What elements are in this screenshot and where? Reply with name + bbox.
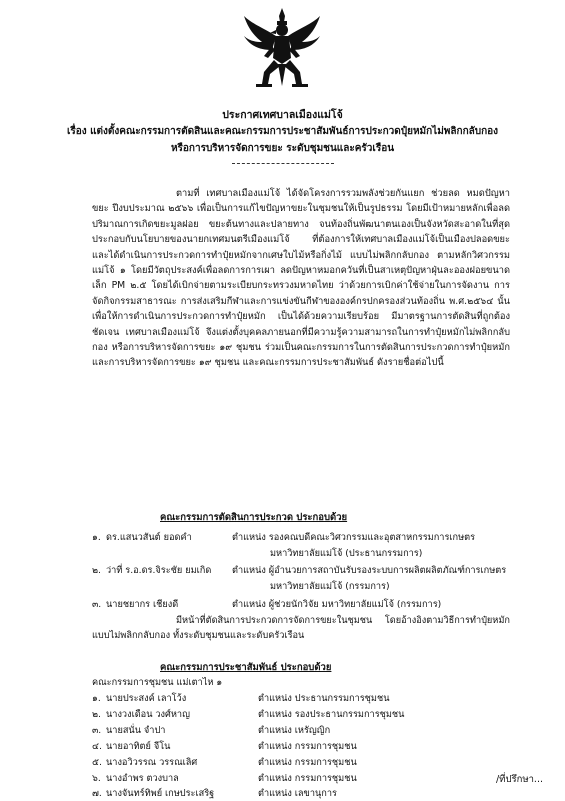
judge-number: ๒.: [92, 565, 101, 576]
pr-member-position: ตำแหน่ง กรรมการชุมชน: [258, 757, 357, 768]
judge-number: ๑.: [92, 532, 101, 543]
judges-duty-note: มีหน้าที่ตัดสินการประกวดการจัดการขยะในชุมชน โดยอ้างอิงตามวิธีการทำปุ๋ยหมักแบบไม่พลิกกลับกอง ทั้งระดับชุมชนและระดับครัวเรือน: [92, 615, 510, 642]
pr-member-name: นายอาทิตย์ จีโน: [106, 741, 171, 752]
pr-member-number: ๑.: [92, 693, 101, 704]
pr-member-name: นายประสงค์ เลาโว้ง: [106, 693, 187, 704]
judge-name: ดร.แสนวสันต์ ยอดคำ: [106, 532, 192, 543]
body-paragraph: ตามที่ เทศบาลเมืองแม่โจ้ ได้จัดโครงการรวมพลังช่วยกันแยก ช่วยลด หมดปัญหาขยะ ปีงบประมาณ ๒๕๖๖ เพื่อเป็นการแก้ไขปัญหาขยะในชุมชนให้เป็นรูปธรรม โดยมีเป้าหมายหลักเพื่อลดปริมาณการเกิดขยะมูลฝอย ขยะต้นทางและปลายทาง จนท้องถิ่นพัฒนาตนเองเป็นจังหวัดสะอาดในที่สุด ประกอบกับนโยบายของนายกเทศมนตรีเมืองแม่โจ้ ที่ต้องการให้เทศบาลเมืองแม่โจ้เป็นเมืองปลอดขยะ และได้ดำเนินการประกวดการทำปุ๋ยหมักจากเศษใบไม้หรือกิ่งไม้ แบบไม่พลิกกลับกอง ตามหลักวิศวกรรมแม่โจ้ ๑ โดยมีวัตถุประสงค์เพื่อลดการการเผา ลดปัญหาหมอกควันที่เป็นสาเหตุปัญหาฝุ่นละอองฝอยขนาดเล็ก PM ๒.๕ โดยได้เบิกจ่ายตามระเบียบกระทรวงมหาดไทย ว่าด้วยการเบิกค่าใช้จ่ายในการจัดงาน การจัดกิจกรรมสาธารณะ การส่งเสริมกีฬาและการแข่งขันกีฬาขององค์กรปกครองส่วนท้องถิ่น พ.ศ.๒๕๖๔ นั้น เพื่อให้การดำเนินการประกวดการทำปุ๋ยหมัก เป็นได้ด้วยความเรียบร้อย มีมาตรฐานการตัดสินที่ถูกต้องชัดเจน เทศบาลเมืองแม่โจ้ จึงแต่งตั้งบุคคลภายนอกที่มีความรู้ความสามารถในการทำปุ๋ยหมักไม่พลิกกลับกอง หรือการบริหารจัดการขยะ ๑๙ ชุมชน ร่วมเป็นคณะกรรมการในการตัดสินการประกวดการทำปุ๋ยหมักและการบริหารจัดการขยะ ๑๙ ชุมชน และคณะกรรมการประชาสัมพันธ์ ดังรายชื่อต่อไปนี้: [92, 188, 510, 369]
pr-member-position: ตำแหน่ง ประธานกรรมการชุมชน: [258, 693, 390, 704]
pr-member-number: ๕.: [92, 757, 102, 768]
judge-position-line2: มหาวิทยาลัยแม่โจ้ (กรรมการ): [270, 581, 390, 592]
separator-line: [232, 163, 334, 164]
pr-member-number: ๗.: [92, 788, 102, 799]
pr-member-number: ๖.: [92, 773, 101, 784]
pr-member-number: ๓.: [92, 725, 102, 736]
pr-section-title: คณะกรรมการประชาสัมพันธ์ ประกอบด้วย: [160, 662, 332, 673]
judge-name: ว่าที่ ร.อ.ดร.จิระชัย ยมเกิด: [106, 565, 212, 576]
pr-member-position: ตำแหน่ง รองประธานกรรมการชุมชน: [258, 709, 405, 720]
pr-member-number: ๒.: [92, 709, 101, 720]
judge-number: ๓.: [92, 599, 102, 610]
garuda-emblem-icon: [242, 6, 322, 90]
judge-position: ตำแหน่ง ผู้อำนวยการสถาบันรับรองระบบการผลิตผลิตภัณฑ์การเกษตร: [232, 565, 507, 576]
pr-member-name: นางจันทร์ทิพย์ เกษประเสริฐ: [106, 788, 215, 799]
pr-member-position: ตำแหน่ง กรรมการชุมชน: [258, 773, 357, 784]
judge-position-line2: มหาวิทยาลัยแม่โจ้ (ประธานกรรมการ): [270, 548, 423, 559]
pr-member-name: นายสนั่น จำปา: [106, 725, 166, 736]
pr-member-name: นางอำพร ตวงบาล: [106, 773, 179, 784]
pr-subgroup-label: คณะกรรมการชุมชน แม่เตาไห ๑: [92, 677, 223, 688]
pr-member-name: นางวงเดือน วงศ์หาญ: [106, 709, 190, 720]
continuation-footer: /ที่ปรึกษา...: [495, 774, 543, 785]
judge-position: ตำแหน่ง รองคณบดีคณะวิศวกรรมและอุตสาหกรรมการเกษตร: [232, 532, 476, 543]
pr-member-position: ตำแหน่ง กรรมการชุมชน: [258, 741, 357, 752]
judge-name: นายชยากร เชียงดี: [106, 599, 179, 610]
pr-member-position: ตำแหน่ง เลขานุการ: [258, 788, 337, 799]
announcement-subject: เรื่อง แต่งตั้งคณะกรรมการตัดสินและคณะกรรมการประชาสัมพันธ์การประกวดปุ๋ยหมักไม่พลิกกลับกอง: [66, 126, 499, 137]
pr-member-position: ตำแหน่ง เหรัญญิก: [258, 725, 331, 736]
judge-position: ตำแหน่ง ผู้ช่วยนักวิจัย มหาวิทยาลัยแม่โจ้ (กรรมการ): [232, 599, 442, 610]
judges-section-title: คณะกรรมการตัดสินการประกวด ประกอบด้วย: [160, 512, 348, 523]
pr-member-number: ๔.: [92, 741, 102, 752]
announcement-subject-continued: หรือการบริหารจัดการขยะ ระดับชุมชนและครัวเรือน: [170, 143, 395, 154]
pr-member-name: นางอวิวรรณ วรรณเลิศ: [106, 757, 198, 768]
announcement-title: ประกาศเทศบาลเมืองแม่โจ้: [222, 109, 343, 121]
